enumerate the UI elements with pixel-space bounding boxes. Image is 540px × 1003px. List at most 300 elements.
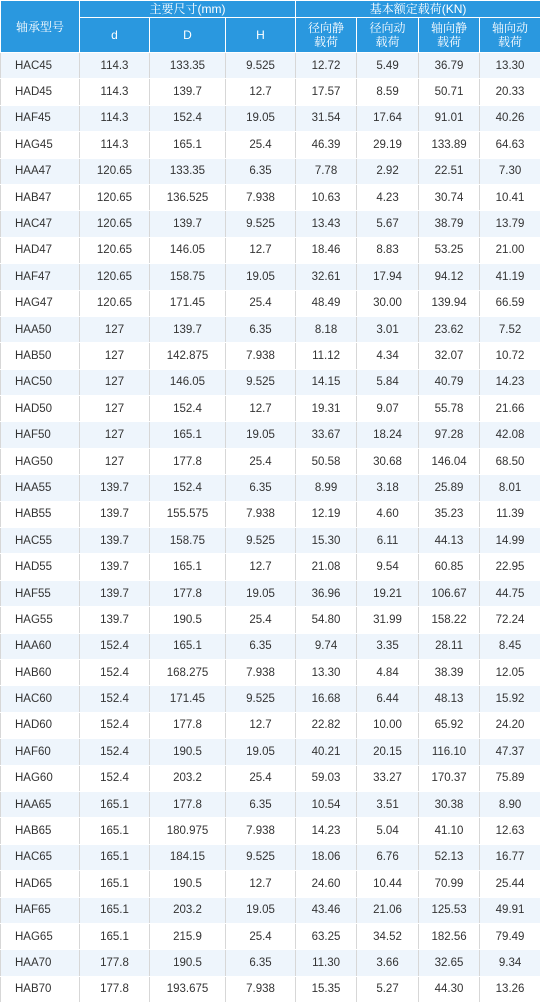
- cell-model: HAB47: [1, 184, 80, 210]
- header-radial-dynamic: 径向动 载荷: [357, 18, 419, 53]
- cell-radial-static: 21.08: [296, 554, 357, 580]
- cell-D: 177.8: [150, 448, 226, 474]
- cell-D: 139.7: [150, 79, 226, 105]
- cell-model: HAB50: [1, 343, 80, 369]
- cell-model: HAF55: [1, 580, 80, 606]
- table-row: [1, 712, 540, 738]
- cell-axial-static: 30.74: [419, 184, 480, 210]
- cell-H: 25.4: [226, 923, 296, 949]
- cell-axial-static: 23.62: [419, 316, 480, 342]
- cell-radial-static: 59.03: [296, 765, 357, 791]
- cell-model: HAG65: [1, 923, 80, 949]
- table-row: [1, 976, 540, 1002]
- cell-H: 12.7: [226, 554, 296, 580]
- cell-radial-static: 48.49: [296, 290, 357, 316]
- header-d: d: [80, 18, 150, 53]
- cell-model: HAD50: [1, 396, 80, 422]
- table-row: [1, 950, 540, 976]
- cell-axial-static: 125.53: [419, 897, 480, 923]
- cell-radial-dynamic: 3.66: [357, 950, 419, 976]
- cell-model: HAC55: [1, 528, 80, 554]
- table-row: [1, 897, 540, 923]
- cell-model: HAB60: [1, 659, 80, 685]
- cell-model: HAF45: [1, 105, 80, 131]
- cell-radial-dynamic: 8.83: [357, 237, 419, 263]
- cell-d: 114.3: [80, 105, 150, 131]
- table-row: [1, 343, 540, 369]
- cell-d: 120.65: [80, 264, 150, 290]
- table-row: [1, 184, 540, 210]
- cell-axial-dynamic: 41.19: [480, 264, 540, 290]
- cell-d: 120.65: [80, 211, 150, 237]
- cell-D: 152.4: [150, 105, 226, 131]
- cell-axial-dynamic: 15.92: [480, 686, 540, 712]
- cell-axial-dynamic: 49.91: [480, 897, 540, 923]
- cell-axial-dynamic: 66.59: [480, 290, 540, 316]
- cell-radial-static: 31.54: [296, 105, 357, 131]
- cell-axial-static: 94.12: [419, 264, 480, 290]
- cell-axial-dynamic: 10.41: [480, 184, 540, 210]
- cell-axial-dynamic: 24.20: [480, 712, 540, 738]
- cell-radial-static: 22.82: [296, 712, 357, 738]
- cell-D: 177.8: [150, 712, 226, 738]
- cell-d: 139.7: [80, 501, 150, 527]
- cell-model: HAD45: [1, 79, 80, 105]
- cell-radial-dynamic: 10.44: [357, 871, 419, 897]
- table-row: [1, 79, 540, 105]
- cell-axial-static: 146.04: [419, 448, 480, 474]
- cell-H: 19.05: [226, 264, 296, 290]
- cell-D: 165.1: [150, 422, 226, 448]
- table-row: [1, 53, 540, 79]
- cell-radial-static: 12.72: [296, 53, 357, 79]
- cell-H: 6.35: [226, 633, 296, 659]
- cell-D: 165.1: [150, 554, 226, 580]
- cell-radial-dynamic: 9.07: [357, 396, 419, 422]
- cell-model: HAB65: [1, 818, 80, 844]
- cell-axial-static: 44.30: [419, 976, 480, 1002]
- cell-radial-static: 24.60: [296, 871, 357, 897]
- cell-model: HAA50: [1, 316, 80, 342]
- cell-d: 127: [80, 422, 150, 448]
- cell-axial-dynamic: 79.49: [480, 923, 540, 949]
- cell-radial-static: 43.46: [296, 897, 357, 923]
- cell-axial-static: 133.89: [419, 132, 480, 158]
- header-radial-static: 径向静 载荷: [296, 18, 357, 53]
- cell-axial-dynamic: 44.75: [480, 580, 540, 606]
- cell-model: HAB55: [1, 501, 80, 527]
- cell-radial-dynamic: 17.94: [357, 264, 419, 290]
- cell-D: 152.4: [150, 475, 226, 501]
- cell-H: 9.525: [226, 844, 296, 870]
- cell-axial-dynamic: 10.72: [480, 343, 540, 369]
- cell-radial-static: 36.96: [296, 580, 357, 606]
- table-row: [1, 528, 540, 554]
- cell-radial-static: 16.68: [296, 686, 357, 712]
- cell-axial-static: 38.39: [419, 659, 480, 685]
- cell-axial-static: 106.67: [419, 580, 480, 606]
- table-row: [1, 844, 540, 870]
- cell-d: 127: [80, 369, 150, 395]
- cell-model: HAF60: [1, 739, 80, 765]
- cell-radial-static: 11.30: [296, 950, 357, 976]
- cell-d: 120.65: [80, 237, 150, 263]
- cell-radial-static: 14.23: [296, 818, 357, 844]
- cell-D: 190.5: [150, 739, 226, 765]
- cell-axial-dynamic: 64.63: [480, 132, 540, 158]
- cell-axial-dynamic: 16.77: [480, 844, 540, 870]
- cell-d: 165.1: [80, 871, 150, 897]
- cell-radial-dynamic: 30.68: [357, 448, 419, 474]
- cell-d: 127: [80, 396, 150, 422]
- table-header: [1, 1, 540, 53]
- cell-axial-dynamic: 8.45: [480, 633, 540, 659]
- cell-model: HAD55: [1, 554, 80, 580]
- table-row: [1, 105, 540, 131]
- cell-H: 9.525: [226, 369, 296, 395]
- cell-axial-dynamic: 42.08: [480, 422, 540, 448]
- table-body: [1, 53, 540, 1003]
- cell-radial-dynamic: 21.06: [357, 897, 419, 923]
- cell-D: 146.05: [150, 237, 226, 263]
- cell-axial-dynamic: 14.23: [480, 369, 540, 395]
- cell-radial-static: 11.12: [296, 343, 357, 369]
- cell-H: 19.05: [226, 422, 296, 448]
- table-row: [1, 448, 540, 474]
- cell-D: 133.35: [150, 158, 226, 184]
- cell-model: HAG45: [1, 132, 80, 158]
- table-row: [1, 396, 540, 422]
- cell-D: 152.4: [150, 396, 226, 422]
- cell-axial-dynamic: 13.30: [480, 53, 540, 79]
- cell-H: 7.938: [226, 818, 296, 844]
- header-load-rating: 基本额定载荷(KN): [296, 1, 540, 18]
- cell-d: 152.4: [80, 712, 150, 738]
- cell-H: 9.525: [226, 53, 296, 79]
- cell-H: 12.7: [226, 396, 296, 422]
- cell-axial-static: 48.13: [419, 686, 480, 712]
- cell-H: 6.35: [226, 158, 296, 184]
- cell-model: HAG60: [1, 765, 80, 791]
- cell-axial-static: 65.92: [419, 712, 480, 738]
- cell-radial-dynamic: 17.64: [357, 105, 419, 131]
- cell-radial-static: 13.30: [296, 659, 357, 685]
- header-H: H: [226, 18, 296, 53]
- cell-D: 171.45: [150, 290, 226, 316]
- cell-radial-dynamic: 5.04: [357, 818, 419, 844]
- cell-radial-dynamic: 6.44: [357, 686, 419, 712]
- cell-axial-dynamic: 72.24: [480, 607, 540, 633]
- table-row: [1, 132, 540, 158]
- cell-H: 12.7: [226, 237, 296, 263]
- cell-d: 127: [80, 343, 150, 369]
- cell-axial-dynamic: 12.63: [480, 818, 540, 844]
- cell-radial-dynamic: 8.59: [357, 79, 419, 105]
- cell-D: 158.75: [150, 528, 226, 554]
- cell-radial-dynamic: 3.35: [357, 633, 419, 659]
- cell-radial-dynamic: 18.24: [357, 422, 419, 448]
- table-row: [1, 369, 540, 395]
- cell-axial-dynamic: 68.50: [480, 448, 540, 474]
- cell-axial-dynamic: 75.89: [480, 765, 540, 791]
- cell-axial-dynamic: 8.90: [480, 791, 540, 817]
- cell-d: 152.4: [80, 633, 150, 659]
- cell-d: 165.1: [80, 897, 150, 923]
- cell-d: 120.65: [80, 290, 150, 316]
- cell-radial-static: 15.35: [296, 976, 357, 1002]
- cell-radial-static: 40.21: [296, 739, 357, 765]
- cell-H: 19.05: [226, 897, 296, 923]
- cell-radial-static: 10.54: [296, 791, 357, 817]
- cell-radial-dynamic: 6.11: [357, 528, 419, 554]
- table-row: [1, 871, 540, 897]
- cell-radial-dynamic: 5.49: [357, 53, 419, 79]
- cell-axial-dynamic: 13.79: [480, 211, 540, 237]
- cell-radial-dynamic: 4.23: [357, 184, 419, 210]
- table-row: [1, 659, 540, 685]
- cell-d: 165.1: [80, 818, 150, 844]
- header-D: D: [150, 18, 226, 53]
- cell-axial-static: 41.10: [419, 818, 480, 844]
- cell-axial-dynamic: 13.26: [480, 976, 540, 1002]
- table-row: [1, 290, 540, 316]
- cell-radial-dynamic: 10.00: [357, 712, 419, 738]
- cell-H: 7.938: [226, 184, 296, 210]
- cell-model: HAD47: [1, 237, 80, 263]
- cell-D: 203.2: [150, 765, 226, 791]
- cell-H: 6.35: [226, 475, 296, 501]
- cell-H: 19.05: [226, 105, 296, 131]
- cell-d: 120.65: [80, 184, 150, 210]
- cell-d: 152.4: [80, 739, 150, 765]
- cell-d: 165.1: [80, 844, 150, 870]
- cell-d: 152.4: [80, 686, 150, 712]
- cell-D: 203.2: [150, 897, 226, 923]
- cell-radial-static: 13.43: [296, 211, 357, 237]
- cell-model: HAA47: [1, 158, 80, 184]
- cell-D: 184.15: [150, 844, 226, 870]
- cell-radial-dynamic: 4.34: [357, 343, 419, 369]
- cell-radial-static: 17.57: [296, 79, 357, 105]
- cell-model: HAG55: [1, 607, 80, 633]
- cell-model: HAC60: [1, 686, 80, 712]
- cell-radial-static: 54.80: [296, 607, 357, 633]
- cell-D: 165.1: [150, 132, 226, 158]
- cell-model: HAA65: [1, 791, 80, 817]
- cell-radial-dynamic: 29.19: [357, 132, 419, 158]
- cell-H: 7.938: [226, 659, 296, 685]
- cell-H: 9.525: [226, 686, 296, 712]
- cell-radial-dynamic: 34.52: [357, 923, 419, 949]
- header-axial-static: 轴向静 载荷: [419, 18, 480, 53]
- cell-axial-static: 28.11: [419, 633, 480, 659]
- cell-model: HAC47: [1, 211, 80, 237]
- cell-axial-dynamic: 25.44: [480, 871, 540, 897]
- cell-radial-static: 19.31: [296, 396, 357, 422]
- cell-D: 190.5: [150, 607, 226, 633]
- table-row: [1, 686, 540, 712]
- cell-D: 190.5: [150, 950, 226, 976]
- cell-axial-static: 158.22: [419, 607, 480, 633]
- cell-D: 158.75: [150, 264, 226, 290]
- cell-D: 139.7: [150, 211, 226, 237]
- cell-D: 190.5: [150, 871, 226, 897]
- cell-axial-dynamic: 14.99: [480, 528, 540, 554]
- cell-axial-static: 38.79: [419, 211, 480, 237]
- cell-model: HAB70: [1, 976, 80, 1002]
- cell-H: 6.35: [226, 791, 296, 817]
- cell-axial-static: 182.56: [419, 923, 480, 949]
- cell-model: HAA55: [1, 475, 80, 501]
- cell-d: 165.1: [80, 923, 150, 949]
- cell-model: HAF47: [1, 264, 80, 290]
- cell-D: 180.975: [150, 818, 226, 844]
- cell-radial-static: 10.63: [296, 184, 357, 210]
- cell-radial-static: 9.74: [296, 633, 357, 659]
- cell-H: 25.4: [226, 132, 296, 158]
- cell-axial-static: 52.13: [419, 844, 480, 870]
- cell-d: 114.3: [80, 53, 150, 79]
- cell-axial-static: 97.28: [419, 422, 480, 448]
- cell-model: HAC50: [1, 369, 80, 395]
- cell-radial-dynamic: 5.27: [357, 976, 419, 1002]
- cell-H: 25.4: [226, 290, 296, 316]
- cell-axial-dynamic: 7.30: [480, 158, 540, 184]
- cell-D: 215.9: [150, 923, 226, 949]
- header-model: 轴承型号: [1, 1, 80, 53]
- cell-H: 7.938: [226, 343, 296, 369]
- cell-axial-static: 32.65: [419, 950, 480, 976]
- cell-radial-dynamic: 2.92: [357, 158, 419, 184]
- cell-H: 25.4: [226, 765, 296, 791]
- cell-axial-static: 22.51: [419, 158, 480, 184]
- cell-H: 6.35: [226, 950, 296, 976]
- cell-axial-static: 70.99: [419, 871, 480, 897]
- table-row: [1, 237, 540, 263]
- cell-D: 142.875: [150, 343, 226, 369]
- table-row: [1, 791, 540, 817]
- table-row: [1, 739, 540, 765]
- cell-axial-static: 55.78: [419, 396, 480, 422]
- cell-model: HAC45: [1, 53, 80, 79]
- table-row: [1, 211, 540, 237]
- cell-axial-dynamic: 11.39: [480, 501, 540, 527]
- cell-model: HAC65: [1, 844, 80, 870]
- cell-axial-static: 36.79: [419, 53, 480, 79]
- cell-d: 127: [80, 316, 150, 342]
- cell-d: 139.7: [80, 580, 150, 606]
- cell-radial-dynamic: 4.60: [357, 501, 419, 527]
- cell-D: 177.8: [150, 580, 226, 606]
- cell-d: 165.1: [80, 791, 150, 817]
- cell-radial-dynamic: 30.00: [357, 290, 419, 316]
- cell-axial-dynamic: 22.95: [480, 554, 540, 580]
- cell-model: HAD60: [1, 712, 80, 738]
- cell-radial-static: 18.46: [296, 237, 357, 263]
- cell-d: 139.7: [80, 554, 150, 580]
- cell-d: 114.3: [80, 79, 150, 105]
- cell-radial-dynamic: 9.54: [357, 554, 419, 580]
- cell-axial-dynamic: 20.33: [480, 79, 540, 105]
- cell-radial-dynamic: 20.15: [357, 739, 419, 765]
- cell-axial-static: 32.07: [419, 343, 480, 369]
- cell-model: HAA70: [1, 950, 80, 976]
- cell-radial-dynamic: 5.67: [357, 211, 419, 237]
- cell-H: 25.4: [226, 607, 296, 633]
- cell-axial-static: 40.79: [419, 369, 480, 395]
- cell-radial-static: 8.99: [296, 475, 357, 501]
- cell-axial-static: 60.85: [419, 554, 480, 580]
- cell-radial-static: 12.19: [296, 501, 357, 527]
- cell-H: 12.7: [226, 871, 296, 897]
- cell-radial-dynamic: 3.01: [357, 316, 419, 342]
- cell-d: 152.4: [80, 765, 150, 791]
- cell-radial-dynamic: 6.76: [357, 844, 419, 870]
- cell-D: 139.7: [150, 316, 226, 342]
- cell-radial-dynamic: 33.27: [357, 765, 419, 791]
- cell-axial-dynamic: 9.34: [480, 950, 540, 976]
- cell-d: 120.65: [80, 158, 150, 184]
- cell-d: 139.7: [80, 607, 150, 633]
- cell-d: 114.3: [80, 132, 150, 158]
- cell-axial-dynamic: 7.52: [480, 316, 540, 342]
- cell-H: 7.938: [226, 501, 296, 527]
- cell-axial-static: 53.25: [419, 237, 480, 263]
- table-row: [1, 923, 540, 949]
- cell-H: 12.7: [226, 79, 296, 105]
- cell-D: 136.525: [150, 184, 226, 210]
- cell-radial-static: 63.25: [296, 923, 357, 949]
- cell-axial-static: 44.13: [419, 528, 480, 554]
- cell-d: 177.8: [80, 950, 150, 976]
- cell-radial-dynamic: 3.51: [357, 791, 419, 817]
- cell-radial-dynamic: 3.18: [357, 475, 419, 501]
- cell-radial-dynamic: 4.84: [357, 659, 419, 685]
- header-main-dimensions: 主要尺寸(mm): [80, 1, 296, 18]
- cell-H: 25.4: [226, 448, 296, 474]
- cell-D: 193.675: [150, 976, 226, 1002]
- cell-radial-dynamic: 31.99: [357, 607, 419, 633]
- header-axial-dynamic: 轴向动 载荷: [480, 18, 540, 53]
- table-row: [1, 554, 540, 580]
- cell-axial-static: 25.89: [419, 475, 480, 501]
- cell-H: 6.35: [226, 316, 296, 342]
- cell-radial-static: 18.06: [296, 844, 357, 870]
- cell-radial-static: 15.30: [296, 528, 357, 554]
- cell-D: 146.05: [150, 369, 226, 395]
- table-row: [1, 607, 540, 633]
- cell-model: HAF65: [1, 897, 80, 923]
- table-row: [1, 475, 540, 501]
- cell-axial-static: 170.37: [419, 765, 480, 791]
- cell-model: HAA60: [1, 633, 80, 659]
- cell-radial-dynamic: 19.21: [357, 580, 419, 606]
- cell-axial-dynamic: 47.37: [480, 739, 540, 765]
- table-row: [1, 316, 540, 342]
- cell-H: 7.938: [226, 976, 296, 1002]
- table-row: [1, 158, 540, 184]
- cell-D: 133.35: [150, 53, 226, 79]
- cell-D: 155.575: [150, 501, 226, 527]
- table-row: [1, 501, 540, 527]
- cell-radial-static: 50.58: [296, 448, 357, 474]
- cell-H: 9.525: [226, 211, 296, 237]
- cell-axial-static: 116.10: [419, 739, 480, 765]
- cell-radial-static: 7.78: [296, 158, 357, 184]
- cell-D: 177.8: [150, 791, 226, 817]
- cell-d: 177.8: [80, 976, 150, 1002]
- table-row: [1, 580, 540, 606]
